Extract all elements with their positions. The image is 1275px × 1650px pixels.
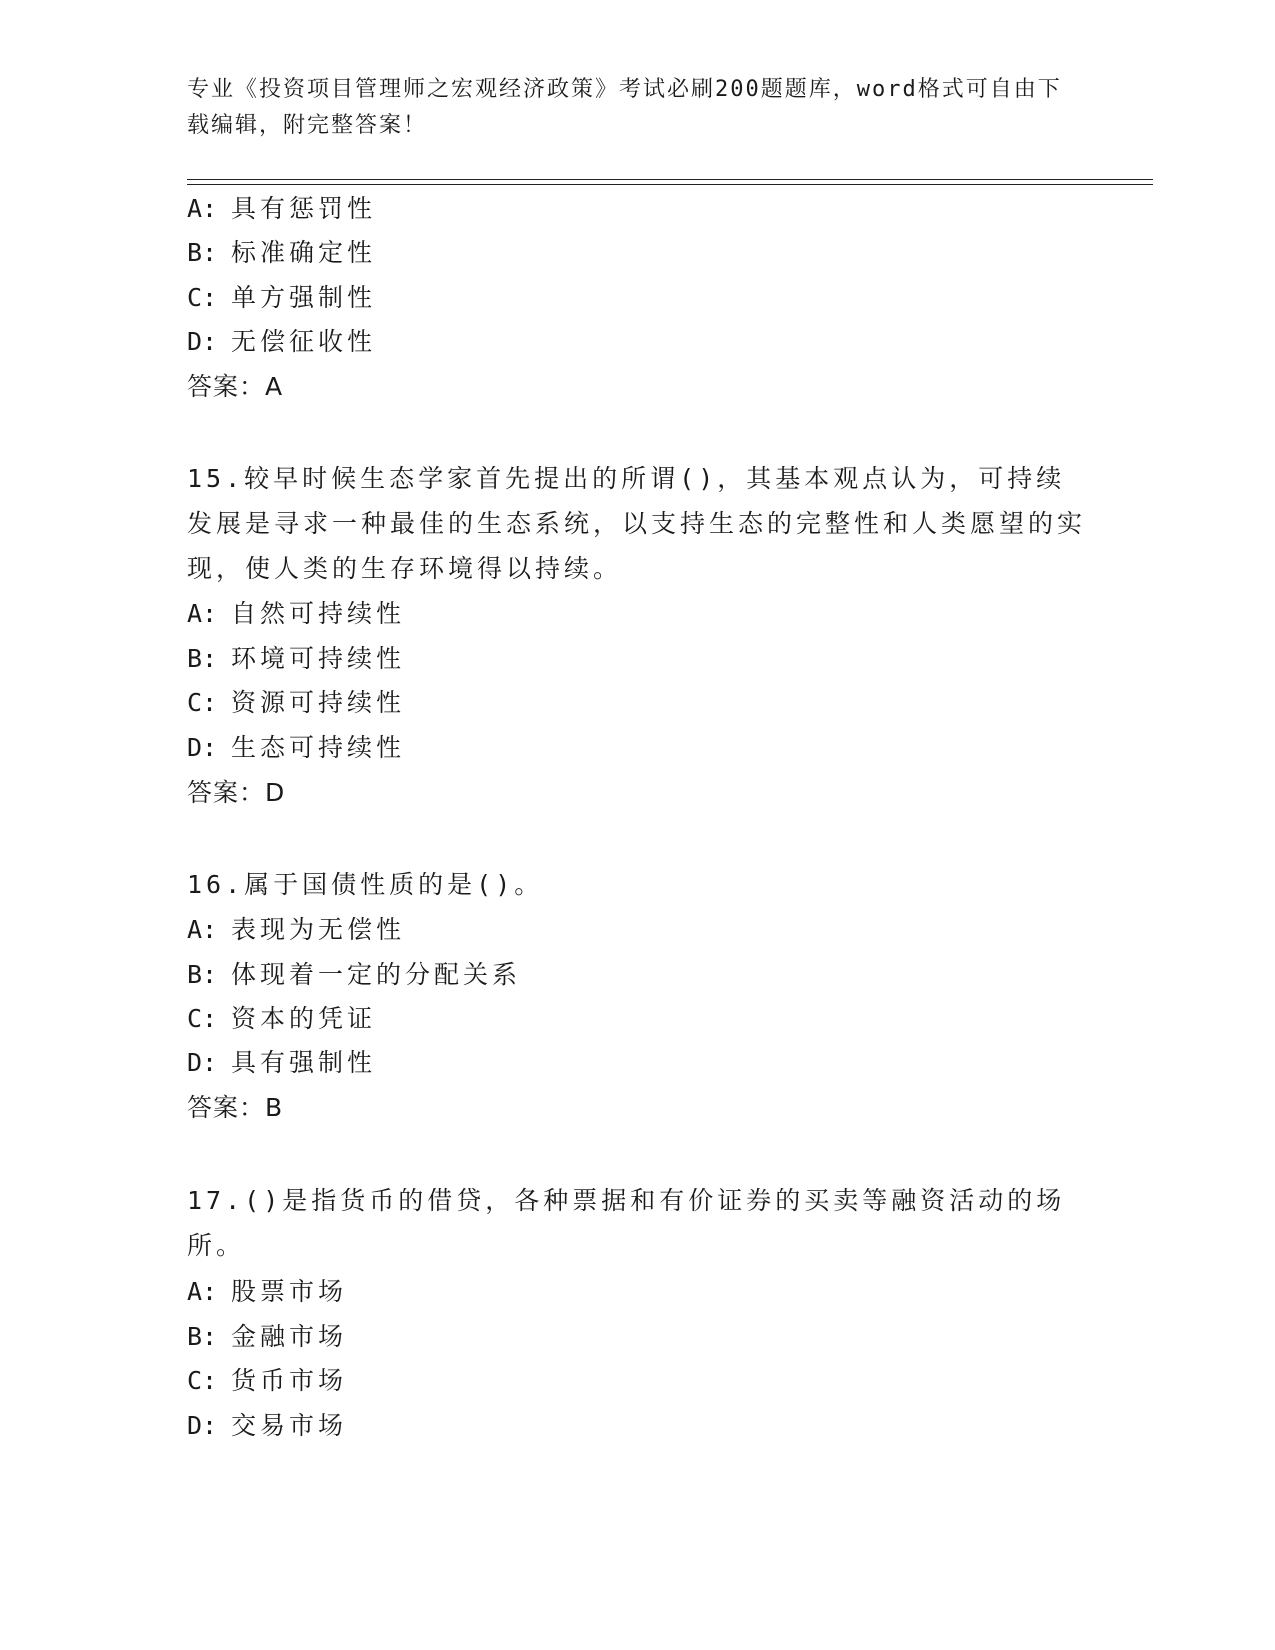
option-letter: C: [187, 283, 218, 312]
option-letter: B: [187, 960, 218, 989]
option-text: 单方强制性 [231, 283, 377, 312]
option-letter: B: [187, 644, 218, 673]
option-text: 生态可持续性 [231, 733, 406, 762]
q14-answer: 答案：A [187, 372, 284, 401]
option-text: 资本的凭证 [231, 1004, 377, 1033]
option-text: 资源可持续性 [231, 688, 406, 717]
q15-answer: 答案：D [187, 778, 286, 807]
q15-option-b [187, 644, 405, 674]
q16-option-d [187, 1048, 376, 1078]
option-text: 表现为无偿性 [231, 915, 406, 944]
option-letter: B: [187, 1322, 218, 1351]
option-letter: D: [187, 1411, 218, 1440]
option-text: 货币市场 [231, 1366, 348, 1395]
option-text: 标准确定性 [231, 238, 377, 267]
q17-option-b [187, 1322, 347, 1352]
option-text: 金融市场 [231, 1322, 348, 1351]
q15-stem: 15.较早时候生态学家首先提出的所谓()，其基本观点认为，可持续发展是寻求一种最佳的生态系统，以支持生态的完整性和人类愿望的实现，使人类的生存环境得以持续。 [187, 464, 1087, 583]
q17-option-a [187, 1277, 347, 1307]
q16-option-b [187, 960, 521, 990]
option-letter: A: [187, 915, 218, 944]
option-letter: C: [187, 1366, 218, 1395]
q15-option-c [187, 688, 405, 718]
q16-answer: 答案：B [187, 1093, 284, 1122]
option-text: 自然可持续性 [231, 599, 406, 628]
option-text: 交易市场 [231, 1411, 348, 1440]
q16-option-c [187, 1004, 376, 1034]
q16-option-a [187, 915, 405, 945]
option-letter: A: [187, 599, 218, 628]
option-letter: C: [187, 1004, 218, 1033]
q14-option-d [187, 327, 376, 357]
q15-option-d [187, 733, 405, 763]
header-rule-bottom [187, 184, 1153, 185]
header-rule-top [187, 179, 1153, 180]
q15-option-a [187, 599, 405, 629]
option-text: 体现着一定的分配关系 [231, 960, 522, 989]
option-letter: D: [187, 733, 218, 762]
q17-option-c [187, 1366, 347, 1396]
option-letter: D: [187, 1048, 218, 1077]
option-text: 环境可持续性 [231, 644, 406, 673]
option-text: 具有强制性 [231, 1048, 377, 1077]
option-letter: B: [187, 238, 218, 267]
q17-option-d [187, 1411, 347, 1441]
q14-option-b [187, 238, 376, 268]
q14-option-c [187, 283, 376, 313]
option-letter: D: [187, 327, 218, 356]
q16-stem: 16.属于国债性质的是()。 [187, 870, 544, 899]
q14-option-a [187, 194, 376, 224]
option-text: 股票市场 [231, 1277, 348, 1306]
option-letter: A: [187, 194, 218, 223]
option-letter: C: [187, 688, 218, 717]
option-text: 无偿征收性 [231, 327, 377, 356]
q17-stem: 17.()是指货币的借贷，各种票据和有价证券的买卖等融资活动的场所。 [187, 1186, 1066, 1260]
document-header: 专业《投资项目管理师之宏观经济政策》考试必刷200题题库，word格式可自由下载编辑，附完整答案！ [187, 77, 1062, 138]
option-letter: A: [187, 1277, 218, 1306]
option-text: 具有惩罚性 [231, 194, 377, 223]
